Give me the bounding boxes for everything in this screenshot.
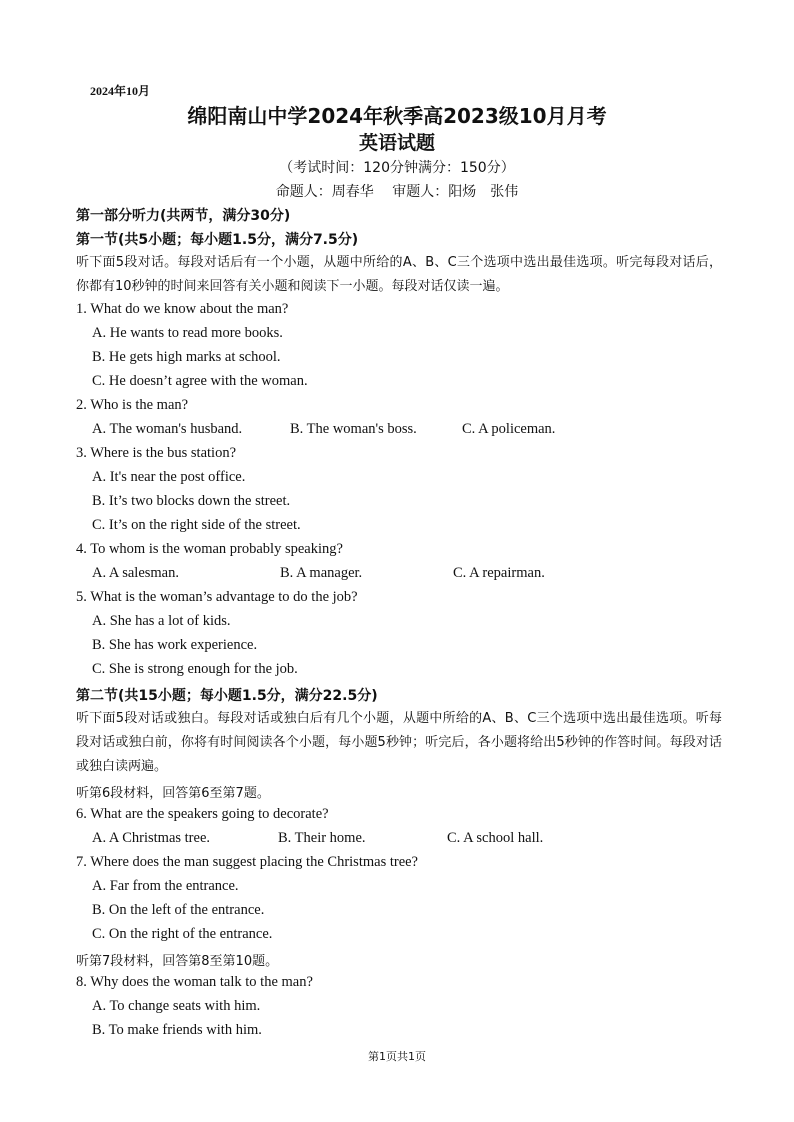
q1-option-c: C. He doesn’t agree with the woman. xyxy=(92,373,308,389)
part1-heading: 第一部分听力(共两节，满分30分) xyxy=(76,208,291,224)
q7-option-a: A. Far from the entrance. xyxy=(92,878,239,894)
q6-option-a: A. A Christmas tree. xyxy=(92,830,211,846)
exam-subject: 英语试题 xyxy=(358,132,435,154)
q1-option-a: A. He wants to read more books. xyxy=(92,325,283,341)
q4-option-c: C. A repairman. xyxy=(453,565,545,581)
question-4: 4. To whom is the woman probably speaking? xyxy=(76,541,343,557)
exam-date: 2024年10月 xyxy=(90,84,151,98)
q3-option-c: C. It’s on the right side of the street. xyxy=(92,517,301,533)
question-1: 1. What do we know about the man? xyxy=(76,301,289,317)
page-number: 第1页共1页 xyxy=(368,1050,426,1063)
section2-note-6: 听第6段材料，回答第6至第7题。 xyxy=(76,786,270,801)
q2-option-c: C. A policeman. xyxy=(462,421,556,437)
section1-instructions: 听下面5段对话。每段对话后有一个小题，从题中所给的A、B、C三个选项中选出最佳选项。听完每段对话后，你都有10秒钟的时间来回答有关小题和阅读下一小题。每段对话仅读一遍。 xyxy=(76,255,722,294)
q5-option-b: B. She has work experience. xyxy=(92,637,258,653)
question-2: 2. Who is the man? xyxy=(76,397,189,413)
q6-option-b: B. Their home. xyxy=(278,830,366,846)
q3-option-b: B. It’s two blocks down the street. xyxy=(92,493,291,509)
exam-info: （考试时间：120分钟满分：150分） xyxy=(279,160,515,176)
exam-title: 绵阳南山中学2024年秋季高2023级10月月考 xyxy=(187,104,607,128)
section2-instructions: 听下面5段对话或独白。每段对话或独白后有几个小题，从题中所给的A、B、C三个选项中选出最佳选项。听每段对话或独白前，你将有时间阅读各个小题，每小题5秒钟；听完后，各小题将给出5秒钟的作答时间。每段对话或独白读两遍。 xyxy=(76,711,722,774)
q6-option-c: C. A school hall. xyxy=(447,830,544,846)
q8-option-b: B. To make friends with him. xyxy=(92,1022,262,1038)
q4-option-a: A. A salesman. xyxy=(92,565,179,581)
section2-note-7: 听第7段材料，回答第8至第10题。 xyxy=(76,954,279,969)
q2-option-b: B. The woman's boss. xyxy=(290,421,417,437)
q5-option-c: C. She is strong enough for the job. xyxy=(92,661,298,677)
q2-option-a: A. The woman's husband. xyxy=(92,421,243,437)
q7-option-c: C. On the right of the entrance. xyxy=(92,926,273,942)
exam-authors: 命题人：周春华 审题人：阳炀 张伟 xyxy=(275,184,519,200)
q1-option-b: B. He gets high marks at school. xyxy=(92,349,281,365)
q5-option-a: A. She has a lot of kids. xyxy=(92,613,231,629)
q7-option-b: B. On the left of the entrance. xyxy=(92,902,265,918)
question-6: 6. What are the speakers going to decorate? xyxy=(76,806,329,822)
q8-option-a: A. To change seats with him. xyxy=(92,998,261,1014)
q4-option-b: B. A manager. xyxy=(280,565,363,581)
question-8: 8. Why does the woman talk to the man? xyxy=(76,974,313,990)
section2-heading: 第二节(共15小题；每小题1.5分，满分22.5分) xyxy=(76,688,378,704)
question-5: 5. What is the woman’s advantage to do the job? xyxy=(76,589,358,605)
section1-heading: 第一节(共5小题；每小题1.5分，满分7.5分) xyxy=(76,232,359,248)
q3-option-a: A. It's near the post office. xyxy=(92,469,246,485)
question-3: 3. Where is the bus station? xyxy=(76,445,237,461)
question-7: 7. Where does the man suggest placing the Christmas tree? xyxy=(76,854,418,870)
